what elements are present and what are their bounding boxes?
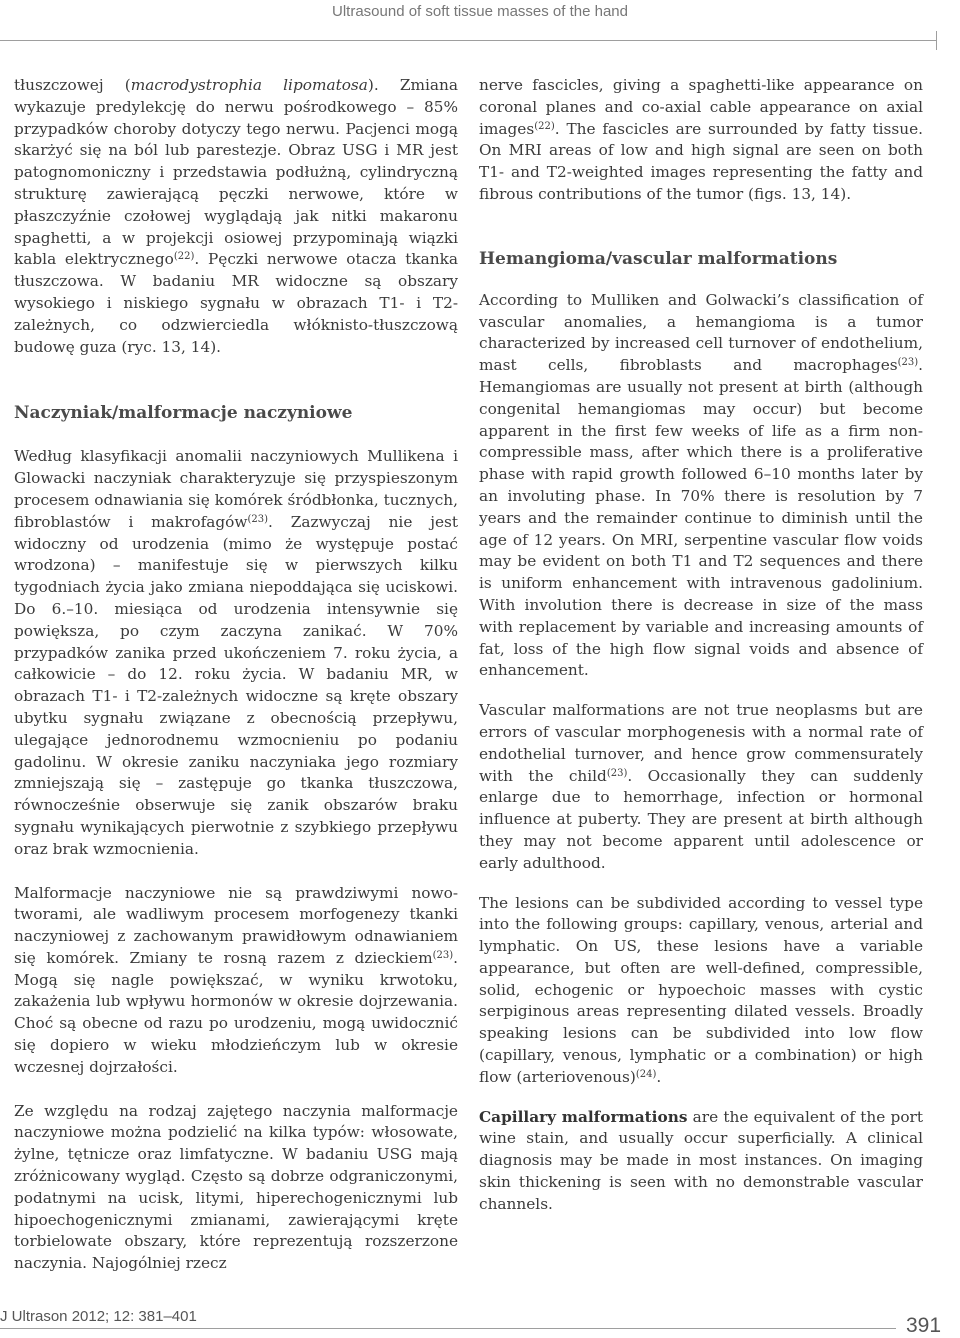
bold-term: Capillary malformations bbox=[479, 1107, 688, 1126]
paragraph-typy-naczyn: Ze względu na rodzaj zajętego naczynia malformacje naczyniowe można podzielić na kilka typów: włosowate, żylne, tętnicze oraz limfatyczne. W badaniu USG mają zróżnicowany wygląd. Często są dobrze odgraniczonymi, podatnymi na ucisk, litymi, hiperechogenicznymi lub hipoechogenicznymi zmianami, zawierającymi kręte torbielowate obszary, które reprezentują rozszerzone naczynia. Najogólniej rzecz bbox=[14, 1101, 458, 1273]
citation-ref: (23) bbox=[897, 357, 919, 369]
paragraph-hemangioma: According to Mulliken and Golwacki’s classification of vascular anomalies, a hemangioma is a tumor characterized by increased cell turnover of endothelium, mast cells, fibroblasts and macrophages$^{(23)}$. Hemangiomas are usually not present at birth (although congenital hemangiomas may occur) but become apparent in the first few weeks of life as a firm non-compressible mass, after which there is a proliferative phase with rapid growth followed 6–10 months later by an involuting phase. In 70% there is resolution by 7 years and the remainder continue to diminish until the age of 12 years. On MRI, serpentine vascular flow voids may be evident on both T1 and T2 sequences and there is uniform enhancement with intravenous gadolinium. With involution there is decrease in size of the mass with replacement by variable and increasing amounts of fat, loss of the high flow signal voids and absence of enhancement. bbox=[479, 290, 923, 680]
paragraph-lesion-subdivision: The lesions can be subdivided according to vessel type into the following groups: capillary, venous, arterial and lymphatic. On US, these lesions have a variable appearance, but often are well-defined, compressible, solid, echogenic or hypoechoic masses with cystic serpiginous areas representing dilated vessels. Broadly speaking lesions can be subdivided into low flow (capillary, venous, lymphatic or a combination) or high flow (arteriovenous)$^{(24)}$. bbox=[479, 893, 923, 1086]
paragraph-macrodystrophia: tłuszczowej (macrodystrophia lipomatosa). Zmiana wykazuje predylekcję do nerwu pośrodkowego – 85% przypadków choroby dotyczy tego nerwu. Pacjenci mogą skarżyć się na ból lub parestezje. Obraz USG i MR jest patognomoniczny i przedstawia podłużną, cylindryczną strukturę zawierającą pęczki nerwowe, które w płaszczyźnie czołowej wyglądają jak nitki makaronu spaghetti, a w projekcji osiowej przypominają wiązki kabla elektrycznego$^{(22)}$. Pęczki nerwowe otacza tkanka tłuszczowa. W badaniu MR widoczne są obszary wysokiego i niskiego sygnału w obrazach T1- i T2-zależnych, co odzwierciedla włóknisto-tłuszczową budowę guza (ryc. 13, 14). bbox=[14, 76, 458, 356]
footer-rule bbox=[0, 1328, 896, 1329]
header-rule-tick bbox=[936, 31, 937, 50]
paragraph-vascular-malformations: Vascular malformations are not true neoplasms but are errors of vascular morphogenesis with a normal rate of endothelial turnover, and hence grow commensurately with the child$^{(23)}$. Occasionally they can suddenly enlarge due to hemorrhage, infection or hormonal influence at puberty. They are present at birth although they may not become apparent until adolescence or early adulthood. bbox=[479, 701, 923, 872]
journal-citation: J Ultrason 2012; 12: 381–401 bbox=[0, 1308, 197, 1325]
paragraph-malformacje: Malformacje naczyniowe nie są prawdziwymi nowotworami, ale wadliwym procesem morfogenezy tkanki naczyniowej z zachowanym prawidłowym odnawianiem się komórek. Zmiany te rosną razem z dzieckiem$^{(23)}$. Mogą się nagle powiększać, w wyniku krwotoku, zakażenia lub wpływu hormonów w okresie dojrzewania. Choć są obecne od razu po urodzeniu, mogą uwidocznić się dopiero w wieku młodzieńczym lub w okresie wczesnej dojrzałości. bbox=[14, 883, 458, 1076]
citation-ref: (23) bbox=[247, 513, 269, 525]
header-rule bbox=[0, 40, 936, 41]
paragraph-capillary-malformations: Capillary malformations are the equivalent of the port wine stain, and usually occur superficially. A clinical diagnosis may be made in most instances. On imaging skin thickening is seen with no demonstrable vascular channels. bbox=[479, 1107, 924, 1213]
citation-ref: (24) bbox=[635, 1068, 657, 1080]
left-column-polish bbox=[14, 75, 458, 1275]
running-header: Ultrasound of soft tissue masses of the hand bbox=[332, 3, 628, 20]
paragraph-nerve-fascicles: nerve fascicles, giving a spaghetti-like appearance on coronal planes and co-axial cable appearance on axial images$^{(22)}$. The fascicles are surrounded by fatty tissue. On MRI areas of low and high signal are seen on both T1- and T2-weighted images representing the fatty and fibrous contributions of the tumor (figs. 13, 14). bbox=[479, 76, 923, 203]
paragraph-naczyniak: Według klasyfikacji anomalii naczyniowych Mullikena i Glowacki naczyniak charakteryzuje się przyspieszonym procesem odnawiania się komórek śródbłonka, tucznych, fibroblastów i makrofagów$^{(23)}$. Zazwyczaj nie jest widoczny od urodzenia (mimo że występuje postać wrodzona) – manifestuje się w pierwszych kilku tygodniach życia jako zmiana niepoddająca się uciskowi. Do 6.–10. miesiąca od urodzenia intensywnie się powiększa, po czym zaczyna zanikać. W 70% przypadków zanika przed ukończeniem 7. roku życia, a całkowicie – do 12. roku życia. W badaniu MR, w obrazach T1- i T2-zależnych widoczne są kręte obszary ubytku sygnału związane z obecnością przepływu, ulegające jednorodnemu wzmocnieniu po podaniu gadolinu. W okresie zaniku naczyniaka jego rozmiary zmniejszają się – zastępuje go tkanka tłuszczowa, równocześnie obserwuje się zanik obszarów braku sygnału wynikających pierwotnie z szybkiego przepływu oraz brak wzmocnienia. bbox=[14, 447, 459, 858]
page-number: 391 bbox=[906, 1314, 942, 1337]
section-heading-polish: Naczyniak/malformacje naczyniowe bbox=[14, 403, 353, 424]
latin-term: macrodystrophia lipomatosa bbox=[130, 76, 368, 94]
section-heading-english: Hemangioma/vascular malformations bbox=[479, 248, 838, 269]
citation-ref: (22) bbox=[173, 251, 195, 263]
citation-ref: (23) bbox=[432, 949, 454, 961]
right-column-english bbox=[479, 75, 923, 1216]
citation-ref: (23) bbox=[606, 767, 628, 779]
citation-ref: (22) bbox=[534, 120, 555, 132]
